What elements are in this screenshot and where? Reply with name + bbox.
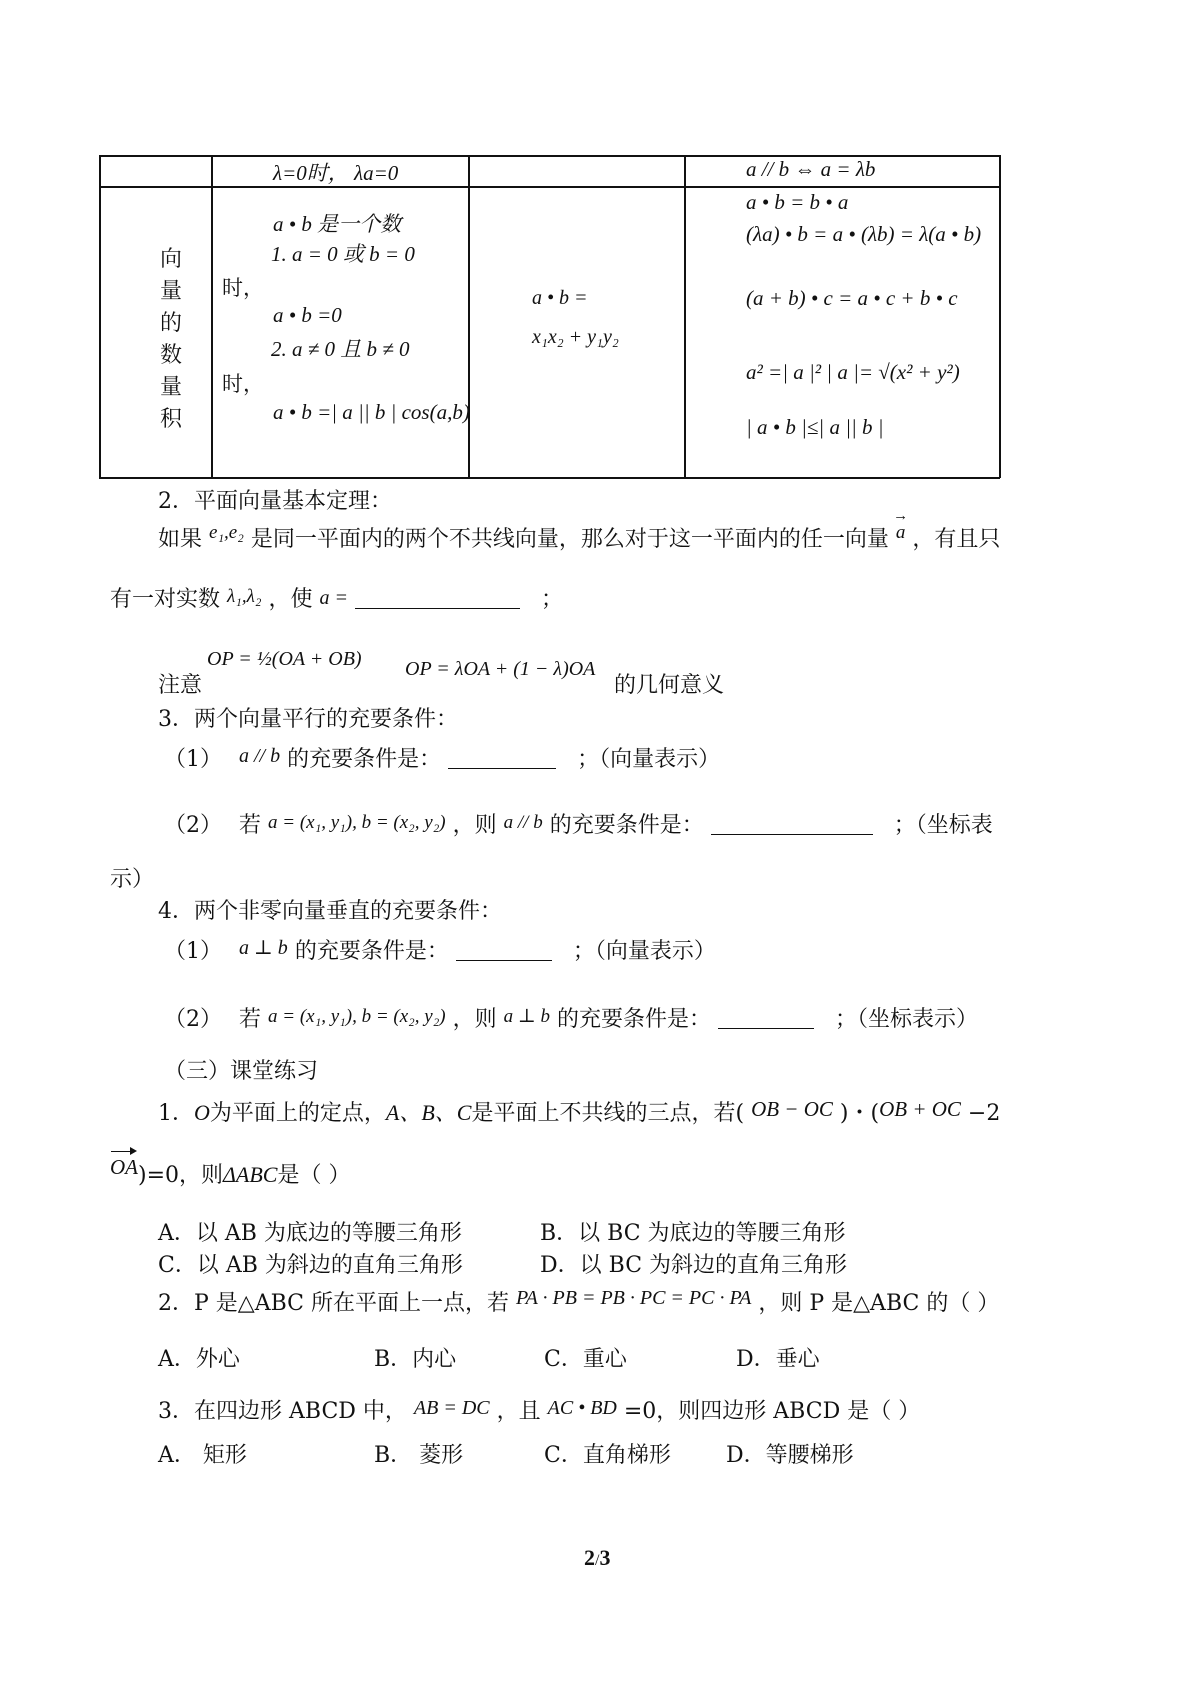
- text: )・(: [839, 1101, 880, 1126]
- dot-product-case-2: 2. a ≠ 0 且 b ≠ 0: [271, 337, 410, 361]
- q1-option-c[interactable]: C．以 AB 为斜边的直角三角形: [158, 1253, 463, 1278]
- answer-blank[interactable]: [718, 1008, 814, 1029]
- current-page: 2: [584, 1545, 595, 1570]
- vector-diff: OB − OC: [751, 1097, 833, 1121]
- dot-product-case-1-result: a • b =0: [273, 303, 342, 327]
- row1-parallel-condition: a // b ⇔ a = λb: [746, 157, 876, 181]
- section4-item2: [164, 1002, 978, 1033]
- table-col-divider-3: [684, 155, 686, 478]
- coord-vectors: a = (x₁, y₁), b = (x₂, y₂): [268, 1006, 446, 1027]
- q3-option-b[interactable]: B． 菱形: [374, 1443, 464, 1468]
- section3-item1: [164, 742, 720, 773]
- section2-title: 2．平面向量基本定理：: [158, 489, 392, 514]
- q1-option-d[interactable]: D．以 BC 为斜边的直角三角形: [540, 1253, 848, 1278]
- question-3: [158, 1394, 920, 1425]
- dot-product-case-1: 1. a = 0 或 b = 0: [271, 242, 415, 266]
- text: 的充要条件是：: [294, 939, 449, 964]
- page-separator: /: [595, 1552, 600, 1569]
- question-1-line1: [158, 1096, 1000, 1127]
- coord-vectors: a = (x₁, y₁), b = (x₂, y₂): [268, 812, 446, 833]
- answer-blank[interactable]: [456, 940, 552, 961]
- text: 如果: [158, 527, 203, 552]
- points-abc: A、B、C: [385, 1100, 472, 1125]
- midpoint-formula: OP = ½(OA + OB): [207, 648, 362, 670]
- section3-title: 3．两个向量平行的充要条件：: [158, 707, 458, 732]
- row2-header-char: 量: [160, 279, 183, 304]
- section2-paragraph-line1: [158, 522, 1000, 553]
- dot-product-case-2-result: a • b =| a || b | cos(a,b): [273, 400, 470, 424]
- dot-equality: PA · PB = PB · PC = PC · PA: [516, 1287, 752, 1309]
- section4-title: 4．两个非零向量垂直的充要条件：: [158, 899, 502, 924]
- text: 的充要条件是：: [287, 747, 442, 772]
- item-number: （1）: [164, 747, 222, 772]
- triangle-abc: ΔABC: [223, 1162, 278, 1187]
- q2-option-a[interactable]: A．外心: [158, 1347, 240, 1372]
- text: 是同一平面内的两个不共线向量，那么对于这一平面内的任一向量: [250, 527, 889, 552]
- text: )=0，则: [138, 1163, 224, 1188]
- text: ，则: [452, 1007, 497, 1032]
- text: 为平面上的定点，: [209, 1101, 386, 1126]
- text: 有一对实数: [110, 587, 221, 612]
- section4-item1: [164, 934, 716, 965]
- vector-a-eq: a =: [319, 587, 348, 609]
- table-border-bottom: [99, 477, 1000, 479]
- row1-scalar-zero: λ=0时， λa=0: [273, 161, 399, 185]
- point-o: O: [194, 1100, 210, 1125]
- answer-blank[interactable]: [711, 814, 873, 835]
- q1-option-b[interactable]: B．以 BC 为底边的等腰三角形: [540, 1221, 846, 1246]
- q1-option-a[interactable]: A．以 AB 为底边的等腰三角形: [158, 1221, 462, 1246]
- q3-option-d[interactable]: D．等腰梯形: [726, 1443, 854, 1468]
- text: ；（向量表示）: [572, 939, 716, 964]
- diagonal-dot: AC • BD: [547, 1397, 617, 1419]
- text: ；: [540, 587, 563, 612]
- text: ；（向量表示）: [577, 747, 721, 772]
- row2-header-char: 的: [160, 311, 183, 336]
- dot-commutative: a • b = b • a: [746, 190, 849, 214]
- question-1-line2: [110, 1155, 351, 1189]
- practice-heading: （三）课堂练习: [164, 1059, 319, 1084]
- dot-product-coord-formula: x₁x₂ + y₁y₂: [532, 326, 619, 348]
- vector-a: → a: [896, 522, 906, 544]
- text: 是（ ）: [277, 1163, 351, 1188]
- q2-option-d[interactable]: D．垂心: [736, 1347, 820, 1372]
- text: ；（坐标表: [893, 813, 993, 838]
- perpendicular-formula: a ⊥ b: [239, 937, 288, 959]
- section3-item2-wrap: 示）: [110, 867, 155, 892]
- dot-product-definition: a • b 是一个数: [273, 212, 402, 236]
- item-number: （2）: [164, 813, 222, 838]
- total-pages: 3: [599, 1545, 611, 1570]
- text: ；（坐标表示）: [835, 1007, 979, 1032]
- table-col-divider-2: [468, 155, 470, 478]
- text: 2．P 是△ABC 所在平面上一点，若: [158, 1291, 510, 1316]
- text: =0，则四边形 ABCD 是（ ）: [623, 1399, 921, 1424]
- section3-item2: [164, 808, 993, 839]
- item-number: （2）: [164, 1007, 222, 1032]
- text: 若: [239, 813, 262, 838]
- row2-header-char: 向: [160, 247, 183, 272]
- parallel-formula: a // b: [503, 812, 543, 833]
- table-border-right: [999, 155, 1001, 478]
- table-col-divider-1: [211, 155, 213, 478]
- basis-vectors: e₁,e₂: [209, 522, 244, 543]
- row2-header-char: 数: [160, 343, 183, 368]
- dot-product-case-2-when: 时，: [222, 372, 264, 396]
- table-border-left: [99, 155, 101, 478]
- vector-equality: AB = DC: [413, 1397, 490, 1419]
- item-number: （1）: [164, 939, 222, 964]
- section2-note: [158, 668, 202, 699]
- vector-sum: OB + OC: [879, 1097, 961, 1121]
- perpendicular-formula: a ⊥ b: [503, 1006, 551, 1027]
- table-row-divider: [99, 186, 1000, 188]
- row2-header-char: 量: [160, 375, 183, 400]
- dot-scalar-associative: (λa) • b = a • (λb) = λ(a • b): [746, 222, 982, 246]
- text: 的充要条件是：: [549, 813, 704, 838]
- section2-paragraph-line2: [110, 582, 563, 613]
- lambda-line-formula: OP = λOA + (1 − λ)OA: [405, 658, 596, 680]
- text: ，则: [452, 813, 497, 838]
- text: ，使: [268, 587, 313, 612]
- dot-magnitude: a² =| a |² | a |= √(x² + y²): [746, 360, 960, 384]
- text: −2: [967, 1101, 1001, 1126]
- text: 若: [239, 1007, 262, 1032]
- parallel-formula: a // b: [239, 745, 281, 767]
- text: 3．在四边形 ABCD 中，: [158, 1399, 407, 1424]
- text: ，有且只: [912, 527, 1001, 552]
- answer-blank[interactable]: [355, 588, 520, 609]
- dot-product-coord: a • b =: [532, 287, 588, 309]
- dot-distributive: (a + b) • c = a • c + b • c: [746, 286, 958, 310]
- q2-option-c[interactable]: C．重心: [544, 1347, 627, 1372]
- text: 1．: [158, 1101, 194, 1126]
- note-label: 注意: [158, 673, 203, 698]
- dot-product-case-1-when: 时，: [222, 276, 264, 300]
- text: ，且: [496, 1399, 541, 1424]
- page-number: [584, 1545, 610, 1571]
- vector-oa: OA: [110, 1155, 138, 1179]
- text: 是平面上不共线的三点，若(: [471, 1101, 745, 1126]
- q2-option-b[interactable]: B．内心: [374, 1347, 457, 1372]
- q3-option-a[interactable]: A． 矩形: [158, 1443, 247, 1468]
- question-2: [158, 1286, 999, 1317]
- text: 的充要条件是：: [557, 1007, 712, 1032]
- lambda-pair: λ₁,λ₂: [227, 586, 262, 607]
- dot-cauchy-schwarz: | a • b |≤| a || b |: [746, 415, 884, 439]
- row2-header-char: 积: [160, 407, 183, 432]
- q3-option-c[interactable]: C．直角梯形: [544, 1443, 671, 1468]
- answer-blank[interactable]: [448, 748, 556, 769]
- text: ，则 P 是△ABC 的（ ）: [758, 1291, 1000, 1316]
- note-end: 的几何意义: [614, 673, 725, 698]
